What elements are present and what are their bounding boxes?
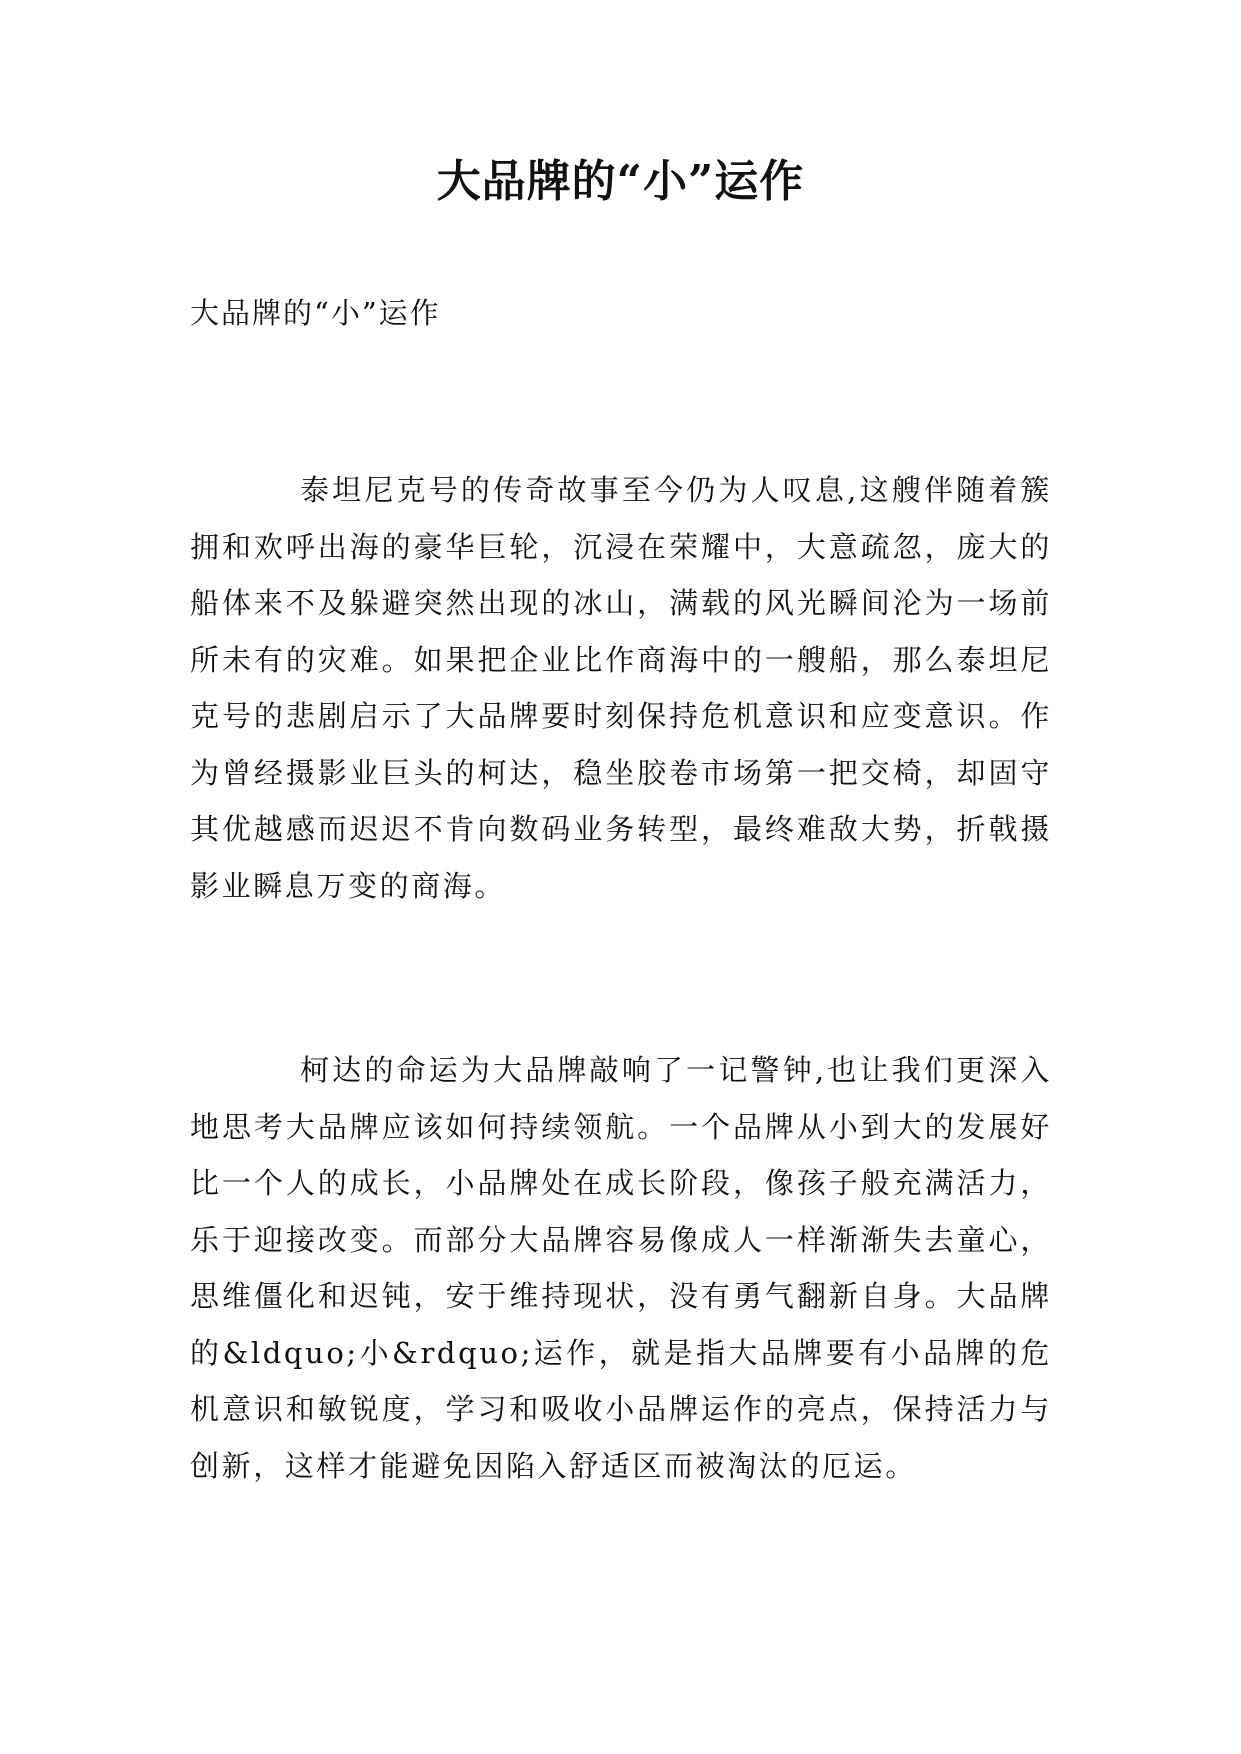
paragraph-1: 泰坦尼克号的传奇故事至今仍为人叹息,这艘伴随着簇拥和欢呼出海的豪华巨轮，沉浸在荣耀中，大意疏忽，庞大的船体来不及躲避突然出现的冰山，满载的风光瞬间沦为一场前所未有的灾难。如果把企业比作商海中的一艘船，那么泰坦尼克号的悲剧启示了大品牌要时刻保持危机意识和应变意识。作为曾经摄影业巨头的柯达，稳坐胶卷市场第一把交椅，却固守其优越感而迟迟不肯向数码业务转型，最终难敌大势，折戟摄影业瞬息万变的商海。 <box>190 473 1052 903</box>
document-title: 大品牌的“小”运作 <box>436 156 805 207</box>
paragraph-2: 柯达的命运为大品牌敲响了一记警钟,也让我们更深入地思考大品牌应该如何持续领航。一个品牌从小到大的发展好比一个人的成长，小品牌处在成长阶段，像孩子般充满活力，乐于迎接改变。而部分大品牌容易像成人一样渐渐失去童心，思维僵化和迟钝，安于维持现状，没有勇气翻新自身。大品牌的&ldquo;小&rdquo;运作，就是指大品牌要有小品牌的危机意识和敏锐度，学习和吸收小品牌运作的亮点，保持活力与创新，这样才能避免因陷入舒适区而被淘汰的厄运。 <box>190 1053 1052 1483</box>
document-subtitle: 大品牌的“小”运作 <box>190 296 441 330</box>
